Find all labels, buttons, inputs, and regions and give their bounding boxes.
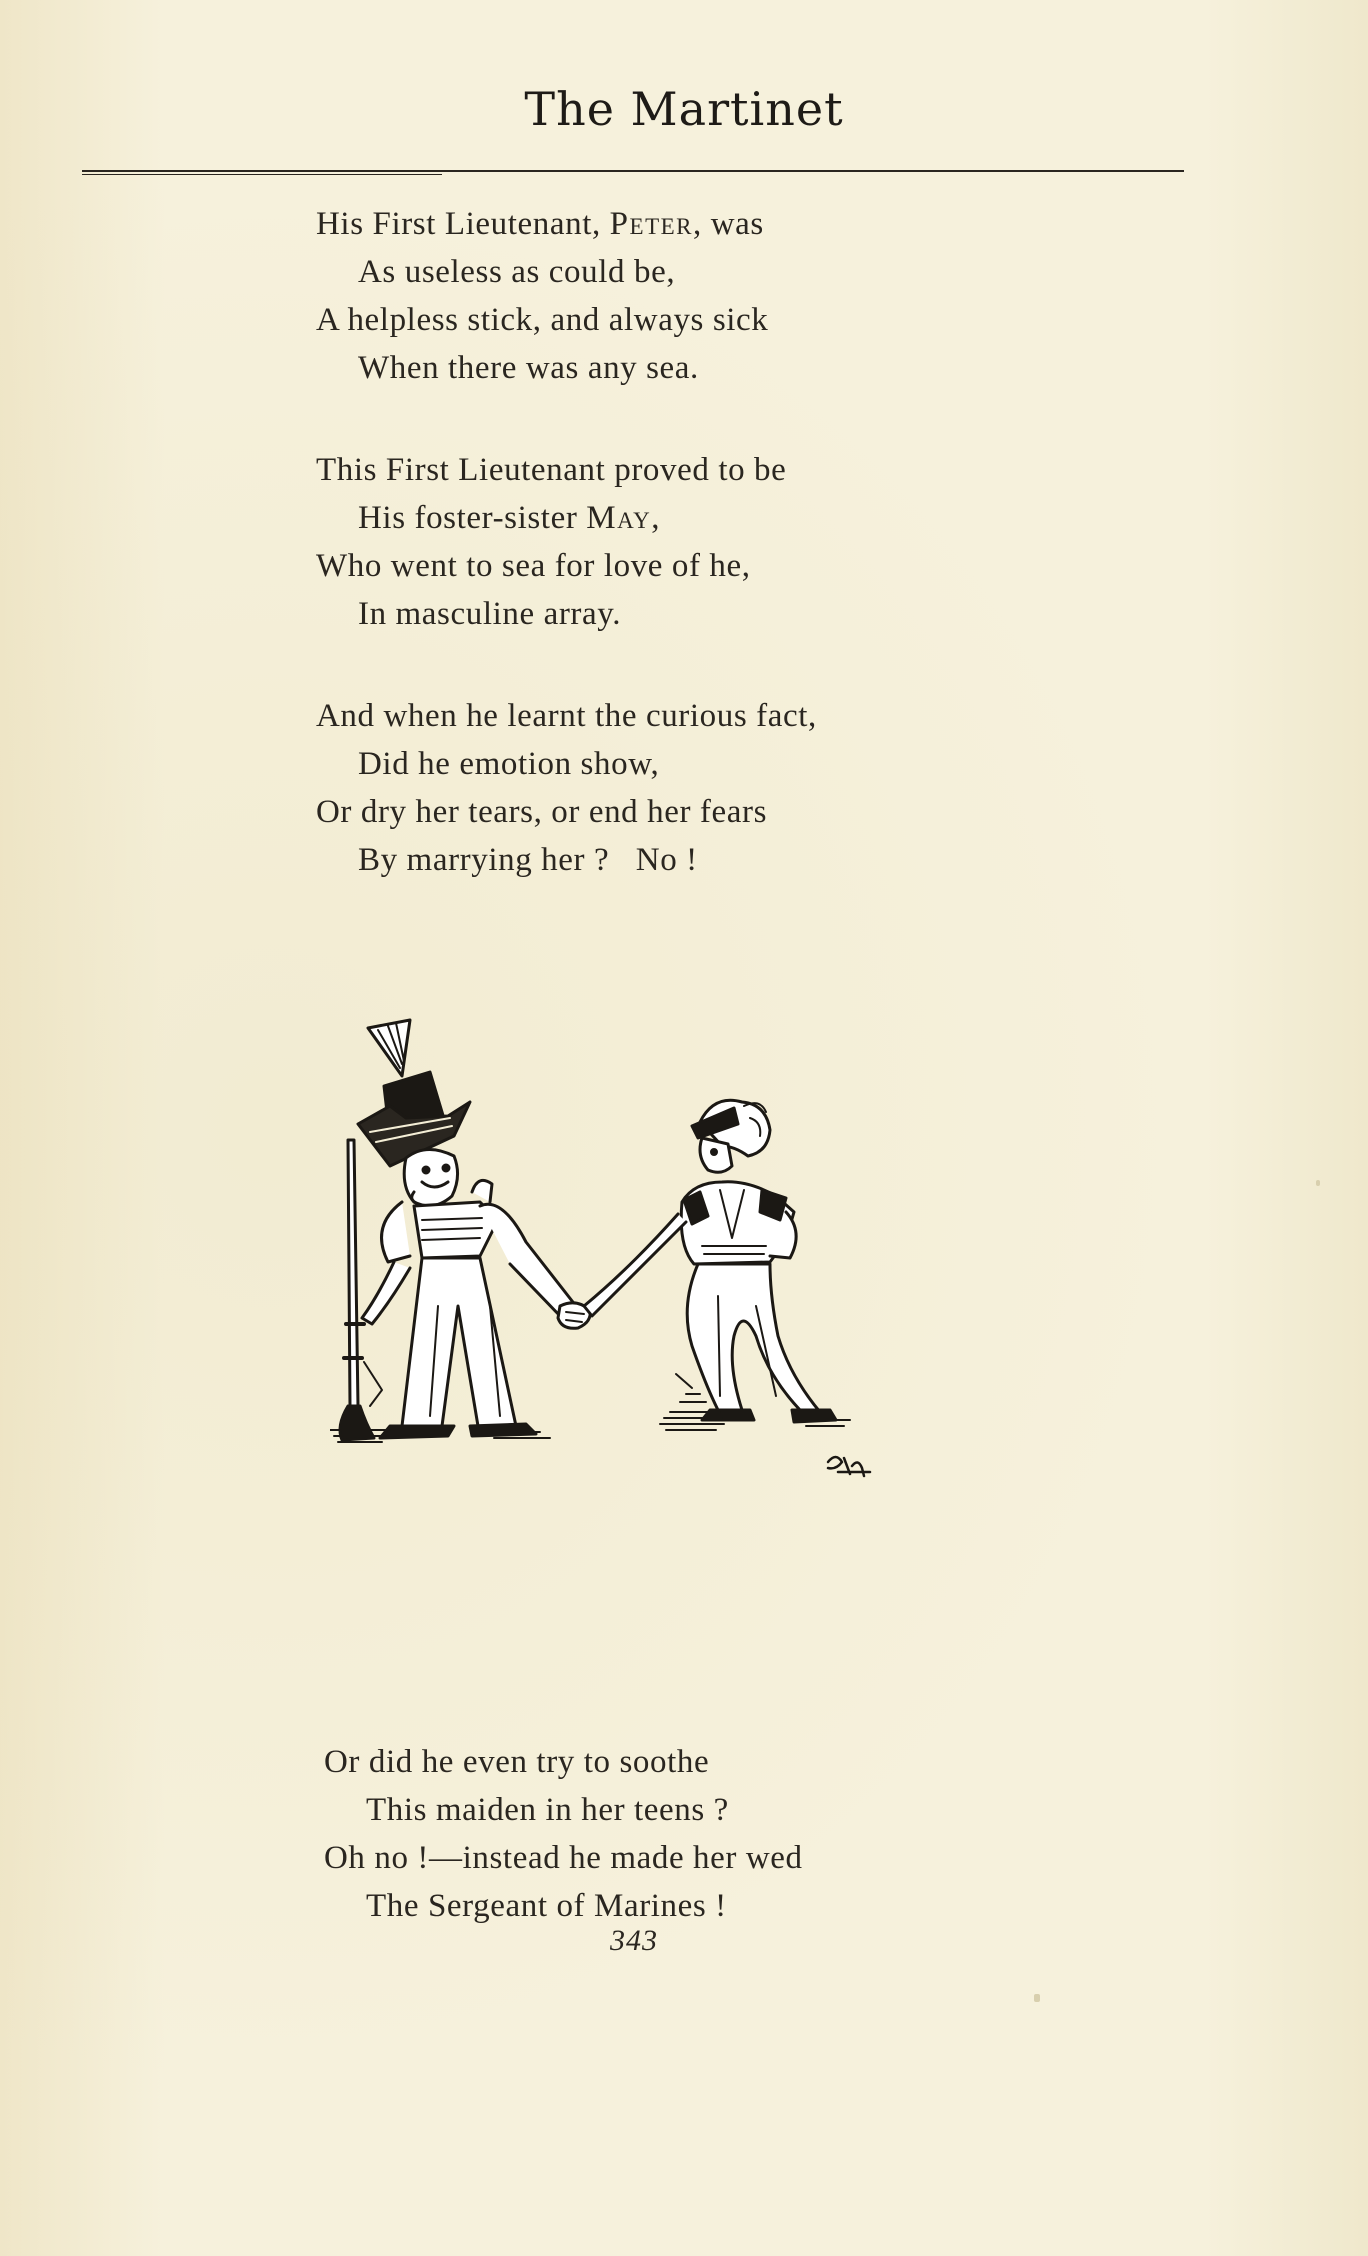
sailor-body-icon bbox=[362, 1180, 576, 1438]
artist-signature-icon bbox=[828, 1457, 870, 1476]
verse-text: , bbox=[651, 500, 661, 536]
verse-line bbox=[316, 200, 768, 248]
verse-line: Or dry her tears, or end her fears bbox=[316, 794, 768, 830]
header-rule-thin bbox=[82, 174, 442, 175]
verse-line: This First Lieutenant proved to be bbox=[316, 452, 787, 488]
verse-text: , was bbox=[693, 206, 764, 242]
verse-line: Or did he even try to soothe bbox=[324, 1744, 710, 1780]
maiden-figure-icon bbox=[584, 1100, 836, 1422]
verse-line: Did he emotion show, bbox=[358, 746, 660, 782]
verse-line: In masculine array. bbox=[358, 596, 622, 632]
verse-line bbox=[316, 494, 786, 542]
verse-line: Who went to sea for love of he, bbox=[316, 548, 751, 584]
character-name: May bbox=[586, 500, 652, 536]
stanza-1 bbox=[316, 200, 768, 392]
running-head: The Martinet bbox=[524, 82, 844, 136]
verse-line: This maiden in her teens ? bbox=[366, 1792, 729, 1828]
paper-speck bbox=[1316, 1180, 1320, 1186]
header-rule bbox=[82, 170, 1184, 172]
verse-line: When there was any sea. bbox=[358, 350, 699, 386]
verse-line: The Sergeant of Marines ! bbox=[366, 1888, 727, 1924]
verse-line: A helpless stick, and always sick bbox=[316, 302, 769, 338]
character-name: Peter bbox=[609, 206, 694, 242]
stanza-3 bbox=[316, 692, 817, 884]
stanza-2 bbox=[316, 446, 786, 638]
musket-icon bbox=[340, 1140, 382, 1440]
verse-line: As useless as could be, bbox=[358, 254, 676, 290]
sailor-face-icon bbox=[404, 1149, 457, 1205]
verse-line: And when he learnt the curious fact, bbox=[316, 698, 817, 734]
verse-text: His foster-sister bbox=[358, 500, 587, 536]
verse-line: Oh no !—instead he made her wed bbox=[324, 1840, 803, 1876]
sailor-hat-icon bbox=[358, 1020, 470, 1166]
verse-text: His First Lieutenant, bbox=[316, 206, 610, 242]
stanza-4 bbox=[324, 1738, 803, 1930]
verse-line: By marrying her ? No ! bbox=[358, 842, 698, 878]
paper-speck bbox=[1034, 1994, 1040, 2002]
sailor-and-maiden-engraving-icon bbox=[330, 1006, 940, 1646]
page-number: 343 bbox=[610, 1924, 658, 1957]
